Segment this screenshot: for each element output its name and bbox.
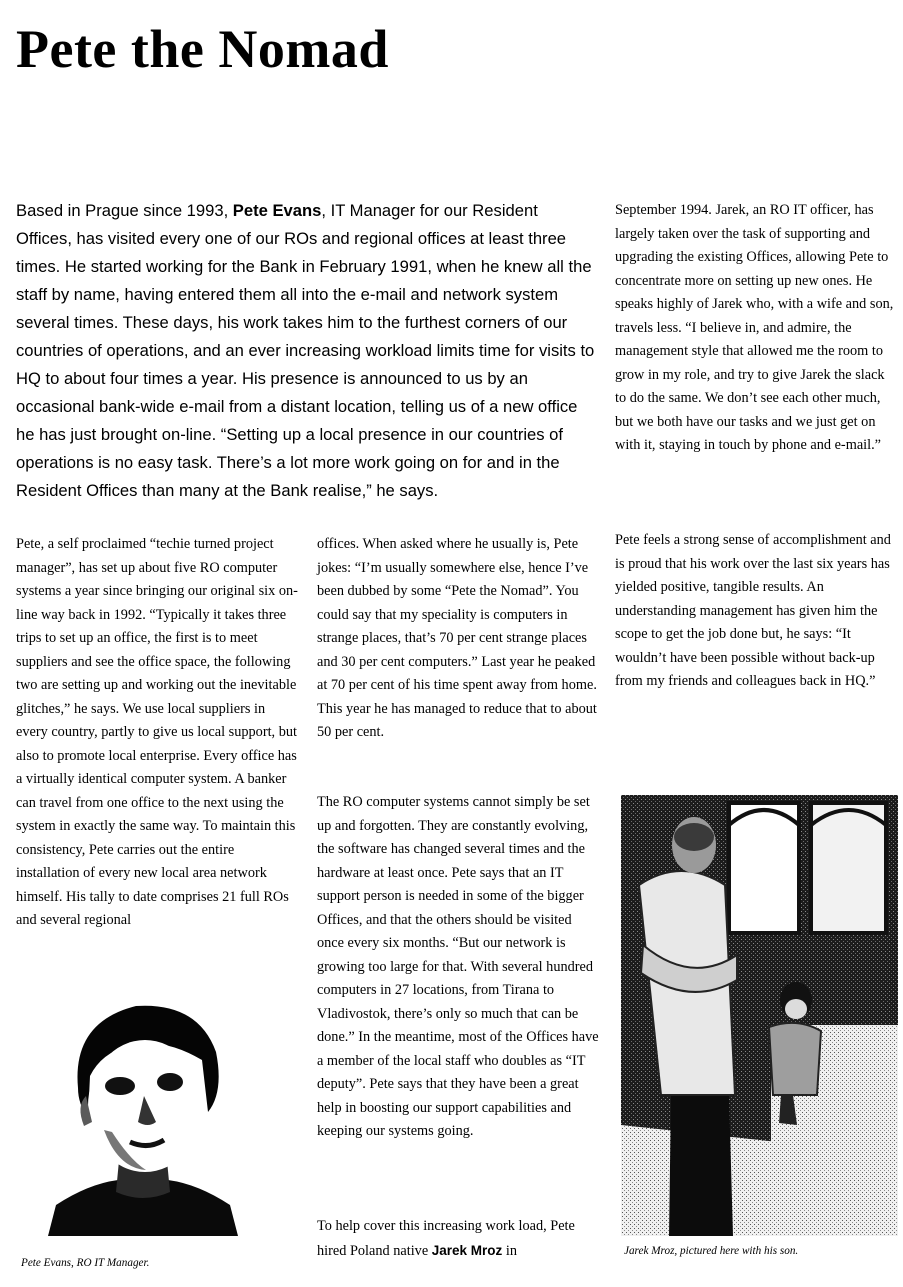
- article-title: Pete the Nomad: [16, 19, 389, 79]
- column-2-name-jarek-mroz: Jarek Mroz: [431, 1242, 503, 1258]
- column-2-p3-text: To help cover this increasing work load, Pete hired Poland native: [317, 1218, 575, 1259]
- column-1: [16, 533, 298, 956]
- column-3-paragraph-1: September 1994. Jarek, an RO IT officer, has largely taken over the task of supporting and upgrading the existing Offices, allowing Pete to concentrate more on setting up new ones. He speaks highly of Jarek who, with a wife and son, travels less. “I believe in, and admire, the management style that allowed me the room to grow in my role, and try to give Jarek the slack to do the same. We don’t see each other much, but we both have our tasks and we just get on with it, staying in touch by phone and e-mail.”: [615, 202, 894, 453]
- pete-evans-photo: [48, 1000, 238, 1236]
- jarek-photo-caption: Jarek Mroz, pictured here with his son.: [624, 1245, 799, 1257]
- column-2-paragraph-2: The RO computer systems cannot simply be set up and forgotten. They are constantly evolving, the software has changed several times and the hardware at least once. Pete says that an IT support person is needed in some of the bigger Offices, and that the others should be visited once every six months. “But our network is growing too large for that. With several hundred computers in 27 locations, from Tirana to Vladivostok, there’s only so much that can be done.” In the meantime, most of the Offices have a member of the local staff who doubles as “IT deputy”. Pete says that they have been a great help in boosting our support capabilities and keeping our systems going.: [317, 794, 599, 1139]
- column-3-middle: [615, 529, 895, 717]
- column-2-paragraph-3: [317, 1215, 599, 1263]
- jarek-photo-illustration: [621, 795, 898, 1236]
- lead-paragraph: [16, 197, 596, 505]
- column-3-top: [615, 199, 895, 481]
- jarek-mroz-photo: [621, 795, 898, 1236]
- lead-text-start: Based in Prague since 1993,: [16, 201, 233, 220]
- lead-text-rest: , IT Manager for our Resident Offices, has visited every one of our ROs and regional offices at least three times. He started working for the Bank in February 1991, when he knew all the staff by name, having entered them all into the e-mail and network system several times. These days, his work takes him to the furthest corners of our countries of operations, and an ever increasing workload limits time for visits to HQ to about four times a year. His presence is announced to us by an occasional bank-wide e-mail from a distant location, telling us of a new office he has just brought on-line. “Setting up a local presence in our countries of operations is no easy task. There’s a lot more work going on for and in the Resident Offices than many at the Bank realise,” he says.: [16, 201, 595, 500]
- column-2-paragraph-1: offices. When asked where he usually is, Pete jokes: “I’m usually somewhere else, hence I’ve been dubbed by some “Pete the Nomad”. You could say that my speciality is computers in strange places, that’s 70 per cent strange places and 30 per cent computers.” Last year he peaked at 70 per cent of his time spent away from home. This year he has managed to reduce that to about 50 per cent.: [317, 536, 597, 740]
- pete-portrait-illustration: [48, 1000, 238, 1236]
- column-2-bottom: [317, 1215, 599, 1287]
- column-3-paragraph-2: Pete feels a strong sense of accomplishment and is proud that his work over the last six years has yielded positive, tangible results. An understanding management has given him the scope to get the job done but, he says: “It wouldn’t have been possible without back-up from my friends and colleagues back in HQ.”: [615, 532, 891, 689]
- column-1-paragraph-1: Pete, a self proclaimed “techie turned project manager”, has set up about five RO computer systems a year since bringing our original six on-line way back in 1992. “Typically it takes three trips to set up an office, the first is to meet suppliers and see the office space, the following two are setting up and working out the inevitable glitches,” he says. We use local suppliers in every country, partly to give us local support, but also to promote local enterprise. Every office has a virtually identical computer system. A banker can travel from one office to the next using the system in exactly the same way. To maintain this consistency, Pete carries out the entire installation of every new local area network himself. His tally to date comprises 21 full ROs and several regional: [16, 536, 298, 928]
- column-2-p3-tail: in: [502, 1242, 517, 1259]
- column-2: [317, 533, 599, 768]
- pete-photo-caption: Pete Evans, RO IT Manager.: [21, 1257, 150, 1269]
- column-2-lower: [317, 791, 599, 1167]
- lead-name-pete-evans: Pete Evans: [232, 201, 322, 220]
